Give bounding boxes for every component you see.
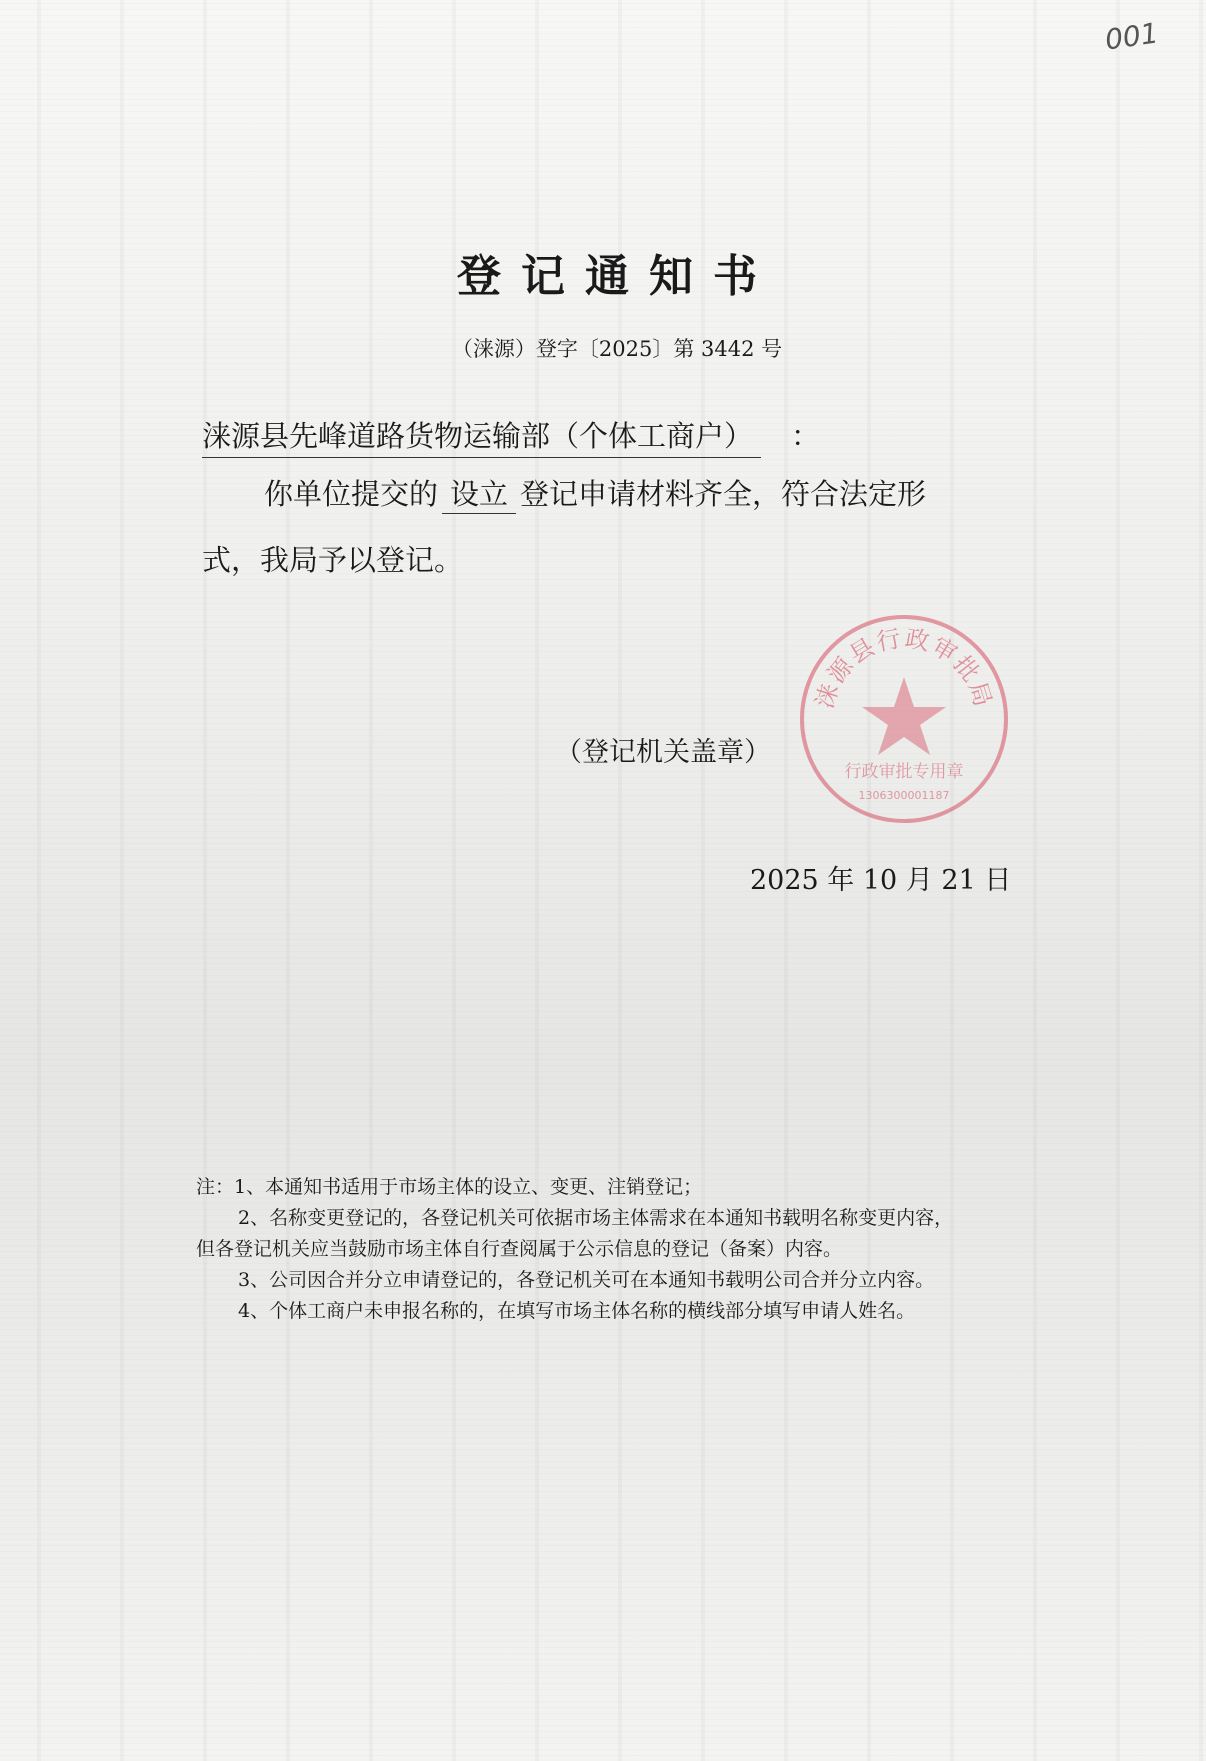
official-seal-stamp xyxy=(800,615,1008,823)
handwritten-page-number: 001 xyxy=(1102,16,1161,57)
note-4: 4、个体工商户未申报名称的，在填写市场主体名称的横线部分填写申请人姓名。 xyxy=(238,1300,916,1322)
addressee-colon: ： xyxy=(791,419,821,453)
note-2-continued: 但各登记机关应当鼓励市场主体自行查阅属于公示信息的登记（备案）内容。 xyxy=(196,1238,843,1260)
body-line1-rest: 登记申请材料齐全，符合法定形 xyxy=(520,477,927,511)
note-2: 2、名称变更登记的，各登记机关可依据市场主体需求在本通知书载明名称变更内容， xyxy=(238,1207,954,1229)
note-1: 注：1、本通知书适用于市场主体的设立、变更、注销登记； xyxy=(196,1176,703,1198)
stamp-number: 1306300001187 xyxy=(858,789,950,802)
body-line-2: 式，我局予以登记。 xyxy=(202,543,464,577)
addressee-line xyxy=(202,414,820,458)
notes-section xyxy=(196,1172,953,1327)
star-icon xyxy=(862,677,946,755)
issue-date: 2025 年 10 月 21 日 xyxy=(750,865,1012,896)
seal-label: （登记机关盖章） xyxy=(555,737,771,768)
note-3: 3、公司因合并分立申请登记的，各登记机关可在本通知书载明公司合并分立内容。 xyxy=(238,1269,935,1291)
body-line-1 xyxy=(264,472,926,514)
registration-type: 设立 xyxy=(442,472,516,514)
addressee-name: 涞源县先峰道路货物运输部（个体工商户） xyxy=(202,414,761,458)
stamp-text: 涞源县行政审批局 xyxy=(810,624,998,712)
document-number: （涞源）登字〔2025〕第 3442 号 xyxy=(451,337,783,361)
stamp-subtext: 行政审批专用章 xyxy=(844,762,964,782)
body-prefix: 你单位提交的 xyxy=(264,477,439,511)
document-title: 登记通知书 xyxy=(457,251,777,302)
